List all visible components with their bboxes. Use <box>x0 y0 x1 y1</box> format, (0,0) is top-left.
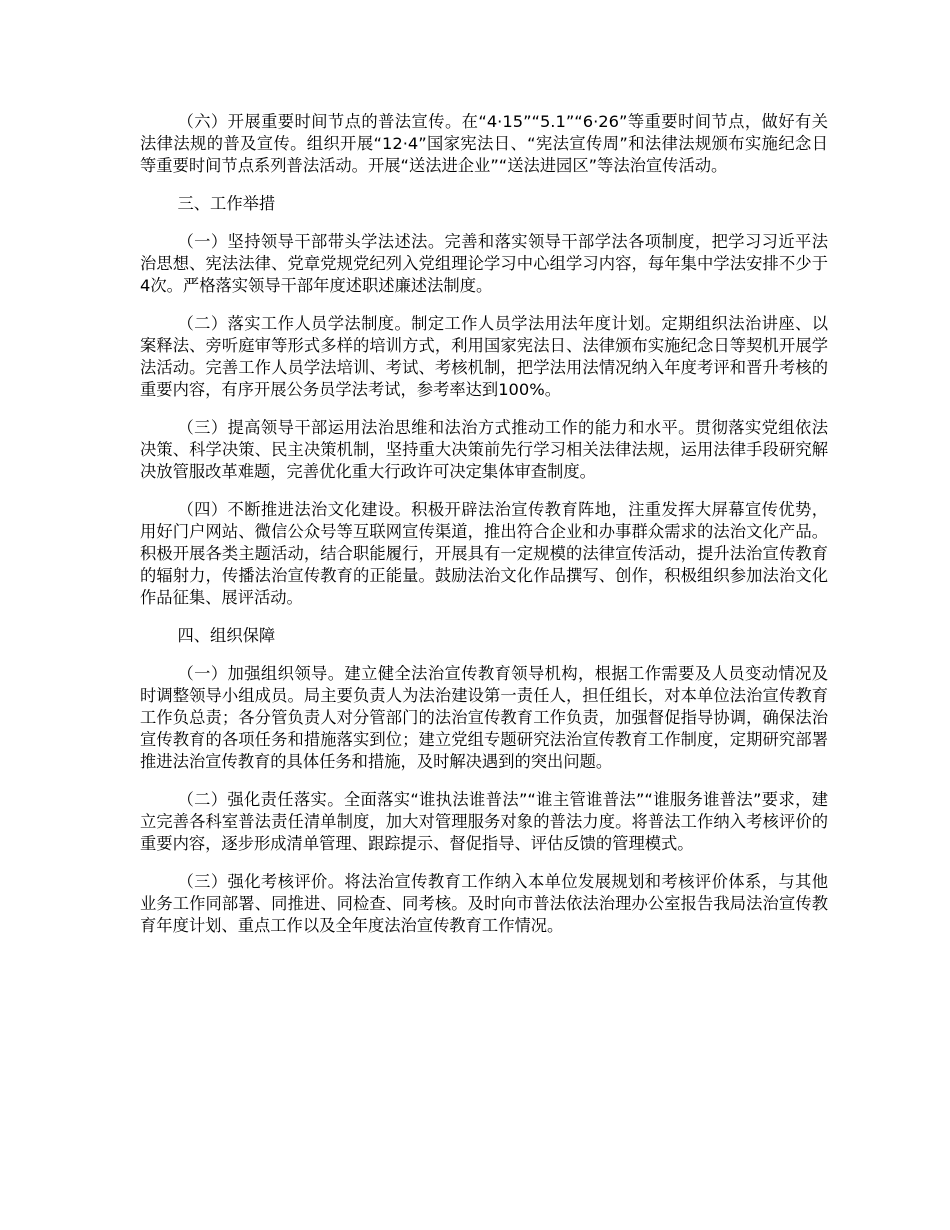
paragraph-leaders-study-law: （一）坚持领导干部带头学法述法。完善和落实领导干部学法各项制度，把学习习近平法治思想、宪法法律、党章党规党纪列入党组理论学习中心组学习内容，每年集中学法安排不少于4次。严格落实领导干部年度述职述廉述法制度。 <box>140 232 828 295</box>
paragraph-six-timeline-publicity: （六）开展重要时间节点的普法宣传。在“4·15”“5.1”“6·26”等重要时间节点，做好有关法律法规的普及宣传。组织开展“12·4”国家宪法日、“宪法宣传周”和法律法规颁布实施纪念日等重要时间节点系列普法活动。开展“送法进企业”“送法进园区”等法治宣传活动。 <box>140 112 828 175</box>
paragraph-organizational-leadership: （一）加强组织领导。建立健全法治宣传教育领导机构，根据工作需要及人员变动情况及时调整领导小组成员。局主要负责人为法治建设第一责任人，担任组长，对本单位法治宣传教育工作负总责；各分管负责人对分管部门的法治宣传教育工作负责，加强督促指导协调，确保法治宣传教育的各项任务和措施落实到位；建立党组专题研究法治宣传教育工作制度，定期研究部署推进法治宣传教育的具体任务和措施，及时解决遇到的突出问题。 <box>140 664 828 771</box>
document-body <box>140 111 828 953</box>
paragraph-responsibility-implementation: （二）强化责任落实。全面落实“谁执法谁普法”“谁主管谁普法”“谁服务谁普法”要求，建立完善各科室普法责任清单制度，加大对管理服务对象的普法力度。将普法工作纳入考核评价的重要内容，逐步形成清单管理、跟踪提示、督促指导、评估反馈的管理模式。 <box>140 790 828 853</box>
paragraph-staff-study-system: （二）落实工作人员学法制度。制定工作人员学法用法年度计划。定期组织法治讲座、以案释法、旁听庭审等形式多样的培训方式，利用国家宪法日、法律颁布实施纪念日等契机开展学法活动。完善工作人员学法培训、考试、考核机制，把学法用法情况纳入年度考评和晋升考核的重要内容，有序开展公务员学法考试，参考率达到100%。 <box>140 314 828 399</box>
section-heading-work-measures: 三、工作举措 <box>177 194 276 213</box>
paragraph-assessment-evaluation: （三）强化考核评价。将法治宣传教育工作纳入本单位发展规划和考核评价体系，与其他业务工作同部署、同推进、同检查、同考核。及时向市普法依法治理办公室报告我局法治宣传教育年度计划、重点工作以及全年度法治宣传教育工作情况。 <box>140 872 828 935</box>
section-heading-organizational-guarantee: 四、组织保障 <box>177 626 276 645</box>
paragraph-legal-culture: （四）不断推进法治文化建设。积极开辟法治宣传教育阵地，注重发挥大屏幕宣传优势，用好门户网站、微信公众号等互联网宣传渠道，推出符合企业和办事群众需求的法治文化产品。积极开展各类主题活动，结合职能履行，开展具有一定规模的法律宣传活动，提升法治宣传教育的辐射力，传播法治宣传教育的正能量。鼓励法治文化作品撰写、创作，积极组织参加法治文化作品征集、展评活动。 <box>140 500 828 607</box>
paragraph-rule-of-law-thinking: （三）提高领导干部运用法治思维和法治方式推动工作的能力和水平。贯彻落实党组依法决策、科学决策、民主决策机制，坚持重大决策前先行学习相关法律法规，运用法律手段研究解决放管服改革难题，完善优化重大行政许可决定集体审查制度。 <box>140 418 828 481</box>
